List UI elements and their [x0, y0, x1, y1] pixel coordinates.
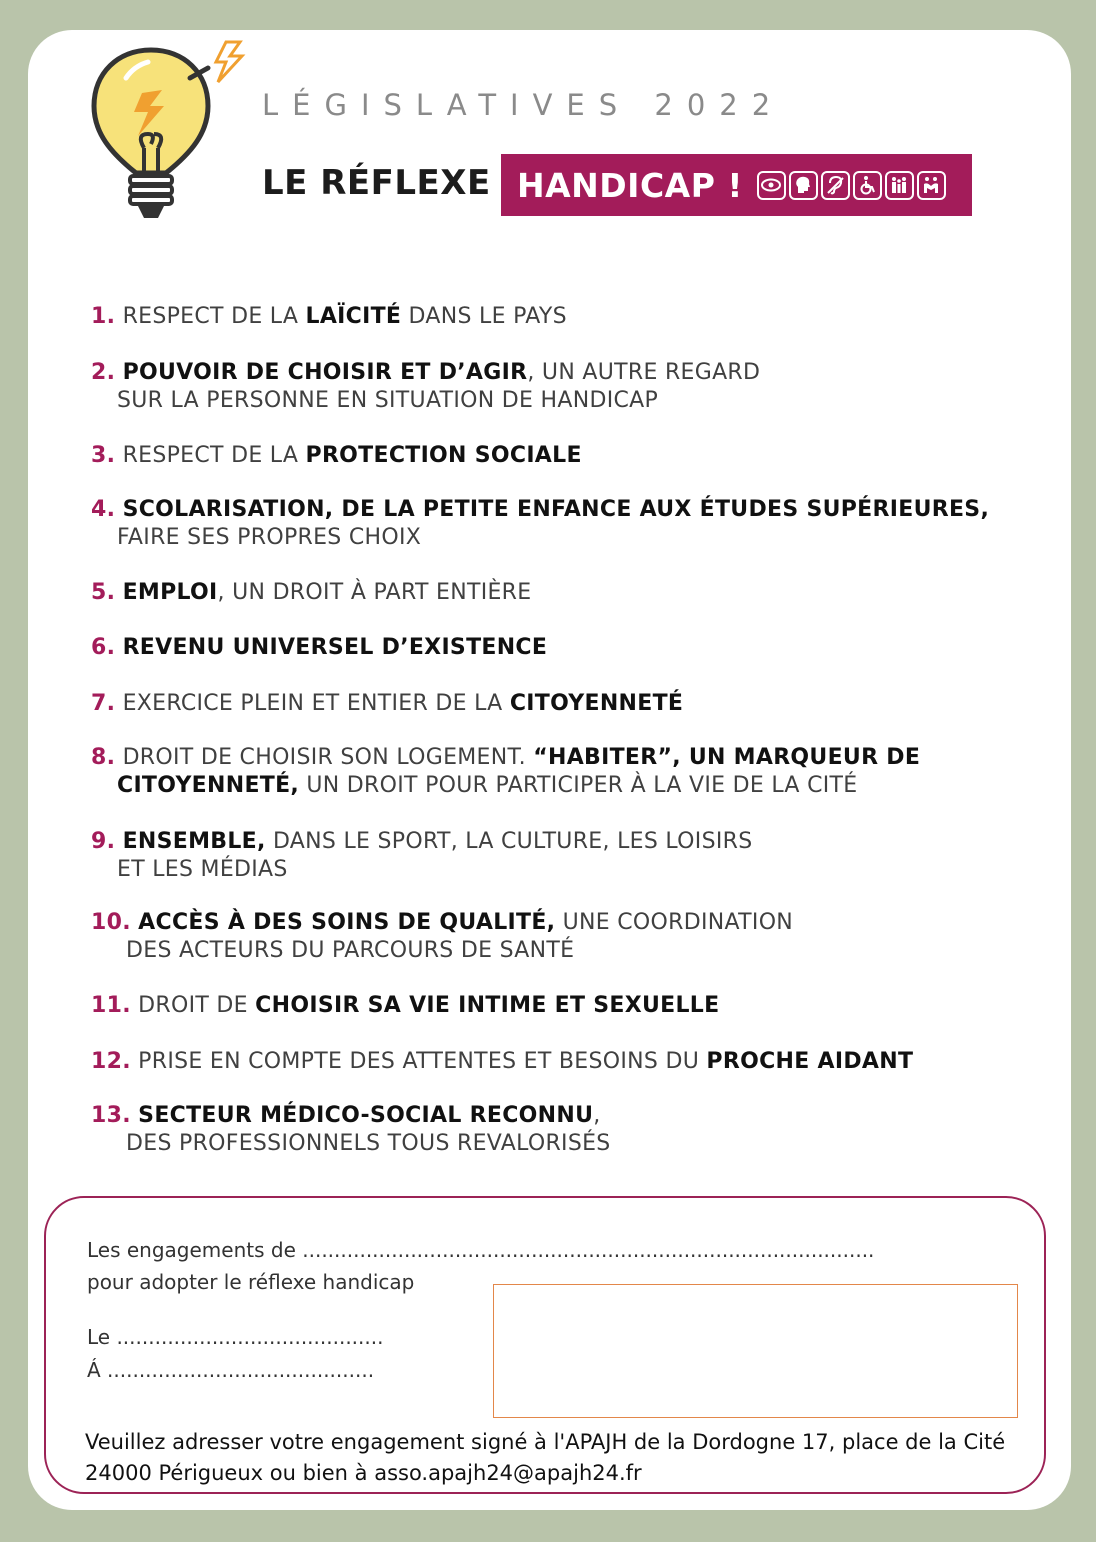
list-item: 12. PRISE EN COMPTE DES ATTENTES ET BESOINS DU PROCHE AIDANT [91, 1049, 914, 1074]
list-item: 8. DROIT DE CHOISIR SON LOGEMENT. “HABITER”, UN MARQUEUR DE CITOYENNETÉ, UN DROIT POUR PARTICIPER À LA VIE DE LA CITÉ [91, 745, 921, 798]
date-field[interactable]: Le .......................................... [87, 1325, 384, 1349]
wheelchair-icon [853, 171, 882, 200]
list-item: 7. EXERCICE PLEIN ET ENTIER DE LA CITOYENNETÉ [91, 691, 684, 716]
signature-box[interactable] [493, 1284, 1018, 1418]
engagement-subtitle: pour adopter le réflexe handicap [87, 1270, 415, 1294]
list-item: 9. ENSEMBLE, DANS LE SPORT, LA CULTURE, LES LOISIRS ET LES MÉDIAS [91, 829, 753, 882]
list-item: 2. POUVOIR DE CHOISIR ET D’AGIR, UN AUTRE REGARD SUR LA PERSONNE EN SITUATION DE HANDICAP [91, 360, 761, 413]
eye-icon [757, 171, 786, 200]
list-item: 13. SECTEUR MÉDICO-SOCIAL RECONNU, DES PROFESSIONNELS TOUS REVALORISÉS [91, 1103, 611, 1156]
footer-contact: 24000 Périgueux ou bien à asso.apajh24@apajh24.fr [85, 1461, 642, 1485]
footer-address: Veuillez adresser votre engagement signé à l'APAJH de la Dordogne 17, place de la Cité [85, 1430, 1006, 1454]
header-title: LE RÉFLEXE [262, 163, 491, 203]
list-item: 1. RESPECT DE LA LAÏCITÉ DANS LE PAYS [91, 304, 567, 329]
list-item: 3. RESPECT DE LA PROTECTION SOCIALE [91, 443, 582, 468]
list-item: 5. EMPLOI, UN DROIT À PART ENTIÈRE [91, 580, 532, 605]
place-field[interactable]: Á .......................................... [87, 1358, 375, 1382]
list-item: 10. ACCÈS À DES SOINS DE QUALITÉ, UNE COORDINATION DES ACTEURS DU PARCOURS DE SANTÉ [91, 910, 794, 963]
hearing-icon [821, 171, 850, 200]
lightning-icon [186, 40, 250, 90]
list-item: 6. REVENU UNIVERSEL D’EXISTENCE [91, 635, 548, 660]
handicap-badge [501, 154, 972, 216]
list-item: 4. SCOLARISATION, DE LA PETITE ENFANCE AUX ÉTUDES SUPÉRIEURES, FAIRE SES PROPRES CHOIX [91, 497, 990, 550]
engagement-name-field[interactable]: Les engagements de .......................................................................................... [87, 1238, 875, 1262]
badge-text: HANDICAP ! [517, 165, 743, 205]
head-icon [789, 171, 818, 200]
header-kicker: LÉGISLATIVES 2022 [262, 88, 785, 122]
list-item: 11. DROIT DE CHOISIR SA VIE INTIME ET SEXUELLE [91, 993, 720, 1018]
family-icon [885, 171, 914, 200]
helping-hands-icon [917, 171, 946, 200]
